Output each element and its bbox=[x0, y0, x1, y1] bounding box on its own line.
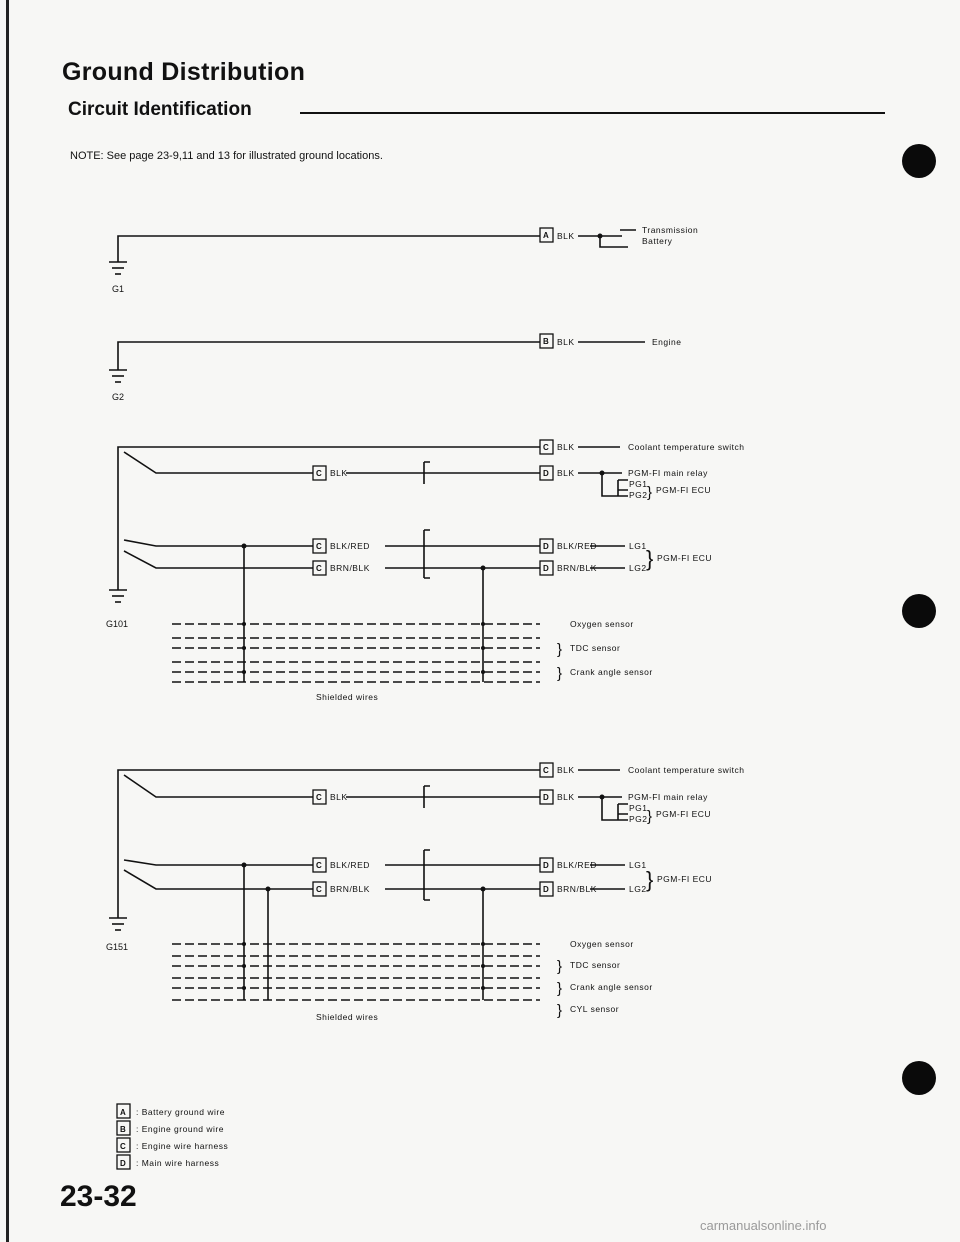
dest-transmission: Transmission bbox=[642, 225, 699, 235]
wire-color-label: BLK/RED bbox=[330, 860, 370, 870]
splice-dots bbox=[242, 234, 605, 991]
wire-color-label: BLK bbox=[557, 442, 575, 452]
harness-code-d: D bbox=[543, 861, 549, 870]
dest-coolant-temp-switch: Coolant temperature switch bbox=[628, 765, 745, 775]
harness-code-c: C bbox=[316, 542, 322, 551]
harness-code-c: C bbox=[543, 443, 549, 452]
terminal-pg2: PG2 bbox=[629, 490, 648, 500]
dest-cyl-sensor: CYL sensor bbox=[570, 1004, 620, 1014]
brace: } bbox=[557, 980, 563, 997]
dest-ecu: PGM-FI ECU bbox=[656, 485, 712, 495]
shielded-wires-caption: Shielded wires bbox=[316, 692, 379, 702]
terminal-pg1: PG1 bbox=[629, 803, 648, 813]
legend-text: : Engine ground wire bbox=[136, 1124, 224, 1134]
wire-color-label: BLK bbox=[330, 792, 348, 802]
wire-color-label: BLK/RED bbox=[557, 541, 597, 551]
harness-code-c: C bbox=[543, 766, 549, 775]
harness-code-c: C bbox=[316, 861, 322, 870]
brace: } bbox=[646, 546, 654, 571]
dest-ecu: PGM-FI ECU bbox=[657, 553, 713, 563]
wire-color-label: BLK bbox=[330, 468, 348, 478]
brace: } bbox=[557, 958, 563, 975]
ground-label-g2: G2 bbox=[112, 392, 125, 402]
wire-color-label: BLK/RED bbox=[557, 860, 597, 870]
wire-color-label: BRN/BLK bbox=[330, 563, 370, 573]
harness-code-d: D bbox=[543, 793, 549, 802]
page-number: 23-32 bbox=[60, 1180, 137, 1213]
wire-color-label: BLK bbox=[557, 792, 575, 802]
terminal-lg1: LG1 bbox=[629, 860, 647, 870]
legend-code: B bbox=[120, 1125, 126, 1134]
wire-color-label: BLK/RED bbox=[330, 541, 370, 551]
terminal-lg1: LG1 bbox=[629, 541, 647, 551]
harness-code-c: C bbox=[316, 469, 322, 478]
brace: } bbox=[647, 484, 653, 501]
wire-color-label: BRN/BLK bbox=[330, 884, 370, 894]
legend-code: D bbox=[120, 1159, 126, 1168]
harness-code-d: D bbox=[543, 542, 549, 551]
dest-ecu: PGM-FI ECU bbox=[656, 809, 712, 819]
g151-shielded-wires bbox=[172, 944, 540, 1000]
ground-label-g151: G151 bbox=[106, 942, 129, 952]
terminal-pg1: PG1 bbox=[629, 479, 648, 489]
dest-battery: Battery bbox=[642, 236, 673, 246]
g101-shielded-wires bbox=[172, 624, 540, 682]
brace: } bbox=[647, 808, 653, 825]
ground-label-g101: G101 bbox=[106, 619, 129, 629]
harness-code-c: C bbox=[316, 885, 322, 894]
dest-ecu: PGM-FI ECU bbox=[657, 874, 713, 884]
watermark: carmanualsonline.info bbox=[700, 1218, 827, 1233]
terminal-lg2: LG2 bbox=[629, 884, 647, 894]
terminal-lg2: LG2 bbox=[629, 563, 647, 573]
dest-tdc-sensor: TDC sensor bbox=[570, 643, 621, 653]
legend-text: : Main wire harness bbox=[136, 1158, 220, 1168]
ground-label-g1: G1 bbox=[112, 284, 125, 294]
wire-color-label: BLK bbox=[557, 231, 575, 241]
harness-code-c: C bbox=[316, 793, 322, 802]
legend-code: A bbox=[120, 1108, 126, 1117]
dest-crank-angle-sensor: Crank angle sensor bbox=[570, 667, 653, 677]
wire-color-label: BRN/BLK bbox=[557, 563, 597, 573]
dest-engine: Engine bbox=[652, 337, 682, 347]
dest-tdc-sensor: TDC sensor bbox=[570, 960, 621, 970]
shielded-wires-caption: Shielded wires bbox=[316, 1012, 379, 1022]
brace: } bbox=[646, 867, 654, 892]
wire-color-label: BRN/BLK bbox=[557, 884, 597, 894]
section-subtitle: Circuit Identification bbox=[68, 99, 252, 120]
dest-crank-angle-sensor: Crank angle sensor bbox=[570, 982, 653, 992]
harness-code-d: D bbox=[543, 564, 549, 573]
dest-main-relay: PGM-FI main relay bbox=[628, 792, 708, 802]
g101-circuit bbox=[109, 440, 628, 682]
harness-code-a: A bbox=[543, 231, 549, 240]
brace: } bbox=[557, 641, 563, 658]
page-title: Ground Distribution bbox=[62, 58, 306, 86]
brace: } bbox=[557, 665, 563, 682]
wire-color-label: BLK bbox=[557, 468, 575, 478]
wire-color-label: BLK bbox=[557, 337, 575, 347]
dest-main-relay: PGM-FI main relay bbox=[628, 468, 708, 478]
dest-oxygen-sensor: Oxygen sensor bbox=[570, 939, 634, 949]
terminal-pg2: PG2 bbox=[629, 814, 648, 824]
harness-code-d: D bbox=[543, 469, 549, 478]
wire-color-label: BLK bbox=[557, 765, 575, 775]
legend-code: C bbox=[120, 1142, 126, 1151]
brace: } bbox=[557, 1002, 563, 1019]
page-note: NOTE: See page 23-9,11 and 13 for illustrated ground locations. bbox=[70, 150, 383, 162]
g151-circuit bbox=[109, 763, 628, 1000]
legend-text: : Battery ground wire bbox=[136, 1107, 225, 1117]
legend-text: : Engine wire harness bbox=[136, 1141, 229, 1151]
harness-code-c: C bbox=[316, 564, 322, 573]
dest-oxygen-sensor: Oxygen sensor bbox=[570, 619, 634, 629]
dest-coolant-temp-switch: Coolant temperature switch bbox=[628, 442, 745, 452]
harness-code-b: B bbox=[543, 337, 549, 346]
harness-code-d: D bbox=[543, 885, 549, 894]
